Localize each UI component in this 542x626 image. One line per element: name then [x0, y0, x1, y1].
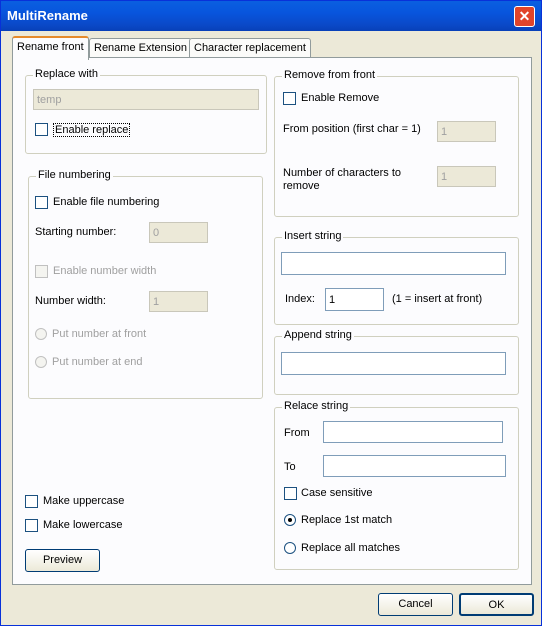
insert-string-input[interactable] — [281, 252, 506, 275]
close-icon[interactable]: ✕ — [514, 6, 535, 27]
number-width-label: Number width: — [35, 295, 106, 307]
tab-character-replacement[interactable]: Character replacement — [189, 38, 311, 58]
tab-rename-extension[interactable]: Rename Extension — [89, 38, 192, 58]
make-lowercase-checkbox[interactable] — [25, 519, 38, 532]
window-title: MultiRename — [7, 8, 88, 23]
make-uppercase-checkbox[interactable] — [25, 495, 38, 508]
title-bar[interactable] — [1, 1, 541, 31]
from-label: From — [284, 427, 310, 439]
append-string-title: Append string — [284, 329, 352, 341]
case-sensitive-checkbox[interactable] — [284, 487, 297, 500]
enable-file-numbering-label: Enable file numbering — [53, 196, 160, 208]
number-width-input[interactable] — [149, 291, 208, 312]
replace-first-radio[interactable] — [284, 514, 296, 526]
replace-all-label: Replace all matches — [301, 542, 401, 554]
index-input[interactable] — [325, 288, 384, 311]
index-label: Index: — [285, 293, 315, 305]
char-count-input[interactable] — [437, 166, 496, 187]
enable-remove-checkbox[interactable] — [283, 92, 296, 105]
from-position-label: From position (first char = 1) — [283, 123, 421, 135]
tab-rename-front[interactable]: Rename front — [12, 36, 89, 60]
case-sensitive-label: Case sensitive — [301, 487, 373, 499]
preview-button[interactable]: Preview — [25, 549, 100, 572]
file-numbering-title: File numbering — [38, 169, 111, 181]
make-uppercase-label: Make uppercase — [43, 495, 125, 507]
char-count-label-line2: remove — [283, 180, 320, 192]
ok-button[interactable]: OK — [459, 593, 534, 616]
make-lowercase-label: Make lowercase — [43, 519, 123, 531]
put-number-front-label: Put number at front — [52, 328, 147, 340]
enable-number-width-checkbox[interactable] — [35, 265, 48, 278]
replace-first-label: Replace 1st match — [301, 514, 393, 526]
enable-replace-label: Enable replace — [55, 124, 129, 136]
cancel-button[interactable]: Cancel — [378, 593, 453, 616]
enable-remove-label: Enable Remove — [301, 92, 380, 104]
enable-replace-checkbox[interactable] — [35, 123, 48, 136]
enable-file-numbering-checkbox[interactable] — [35, 196, 48, 209]
index-hint-label: (1 = insert at front) — [392, 293, 483, 305]
from-input[interactable] — [323, 421, 503, 443]
append-string-input[interactable] — [281, 352, 506, 375]
replace-with-group — [25, 68, 267, 154]
put-number-front-radio[interactable] — [35, 328, 47, 340]
from-position-input[interactable] — [437, 121, 496, 142]
to-input[interactable] — [323, 455, 506, 477]
put-number-end-label: Put number at end — [52, 356, 143, 368]
starting-number-input[interactable] — [149, 222, 208, 243]
enable-number-width-label: Enable number width — [53, 265, 157, 277]
replace-all-radio[interactable] — [284, 542, 296, 554]
replace-with-input[interactable] — [33, 89, 259, 110]
insert-string-title: Insert string — [284, 230, 342, 242]
to-label: To — [284, 461, 296, 473]
char-count-label-line1: Number of characters to — [283, 167, 401, 179]
remove-from-front-title: Remove from front — [284, 69, 376, 81]
insert-string-group — [274, 230, 519, 325]
starting-number-label: Starting number: — [35, 226, 117, 238]
put-number-end-radio[interactable] — [35, 356, 47, 368]
replace-string-title: Relace string — [284, 400, 349, 412]
replace-with-title: Replace with — [35, 68, 98, 80]
